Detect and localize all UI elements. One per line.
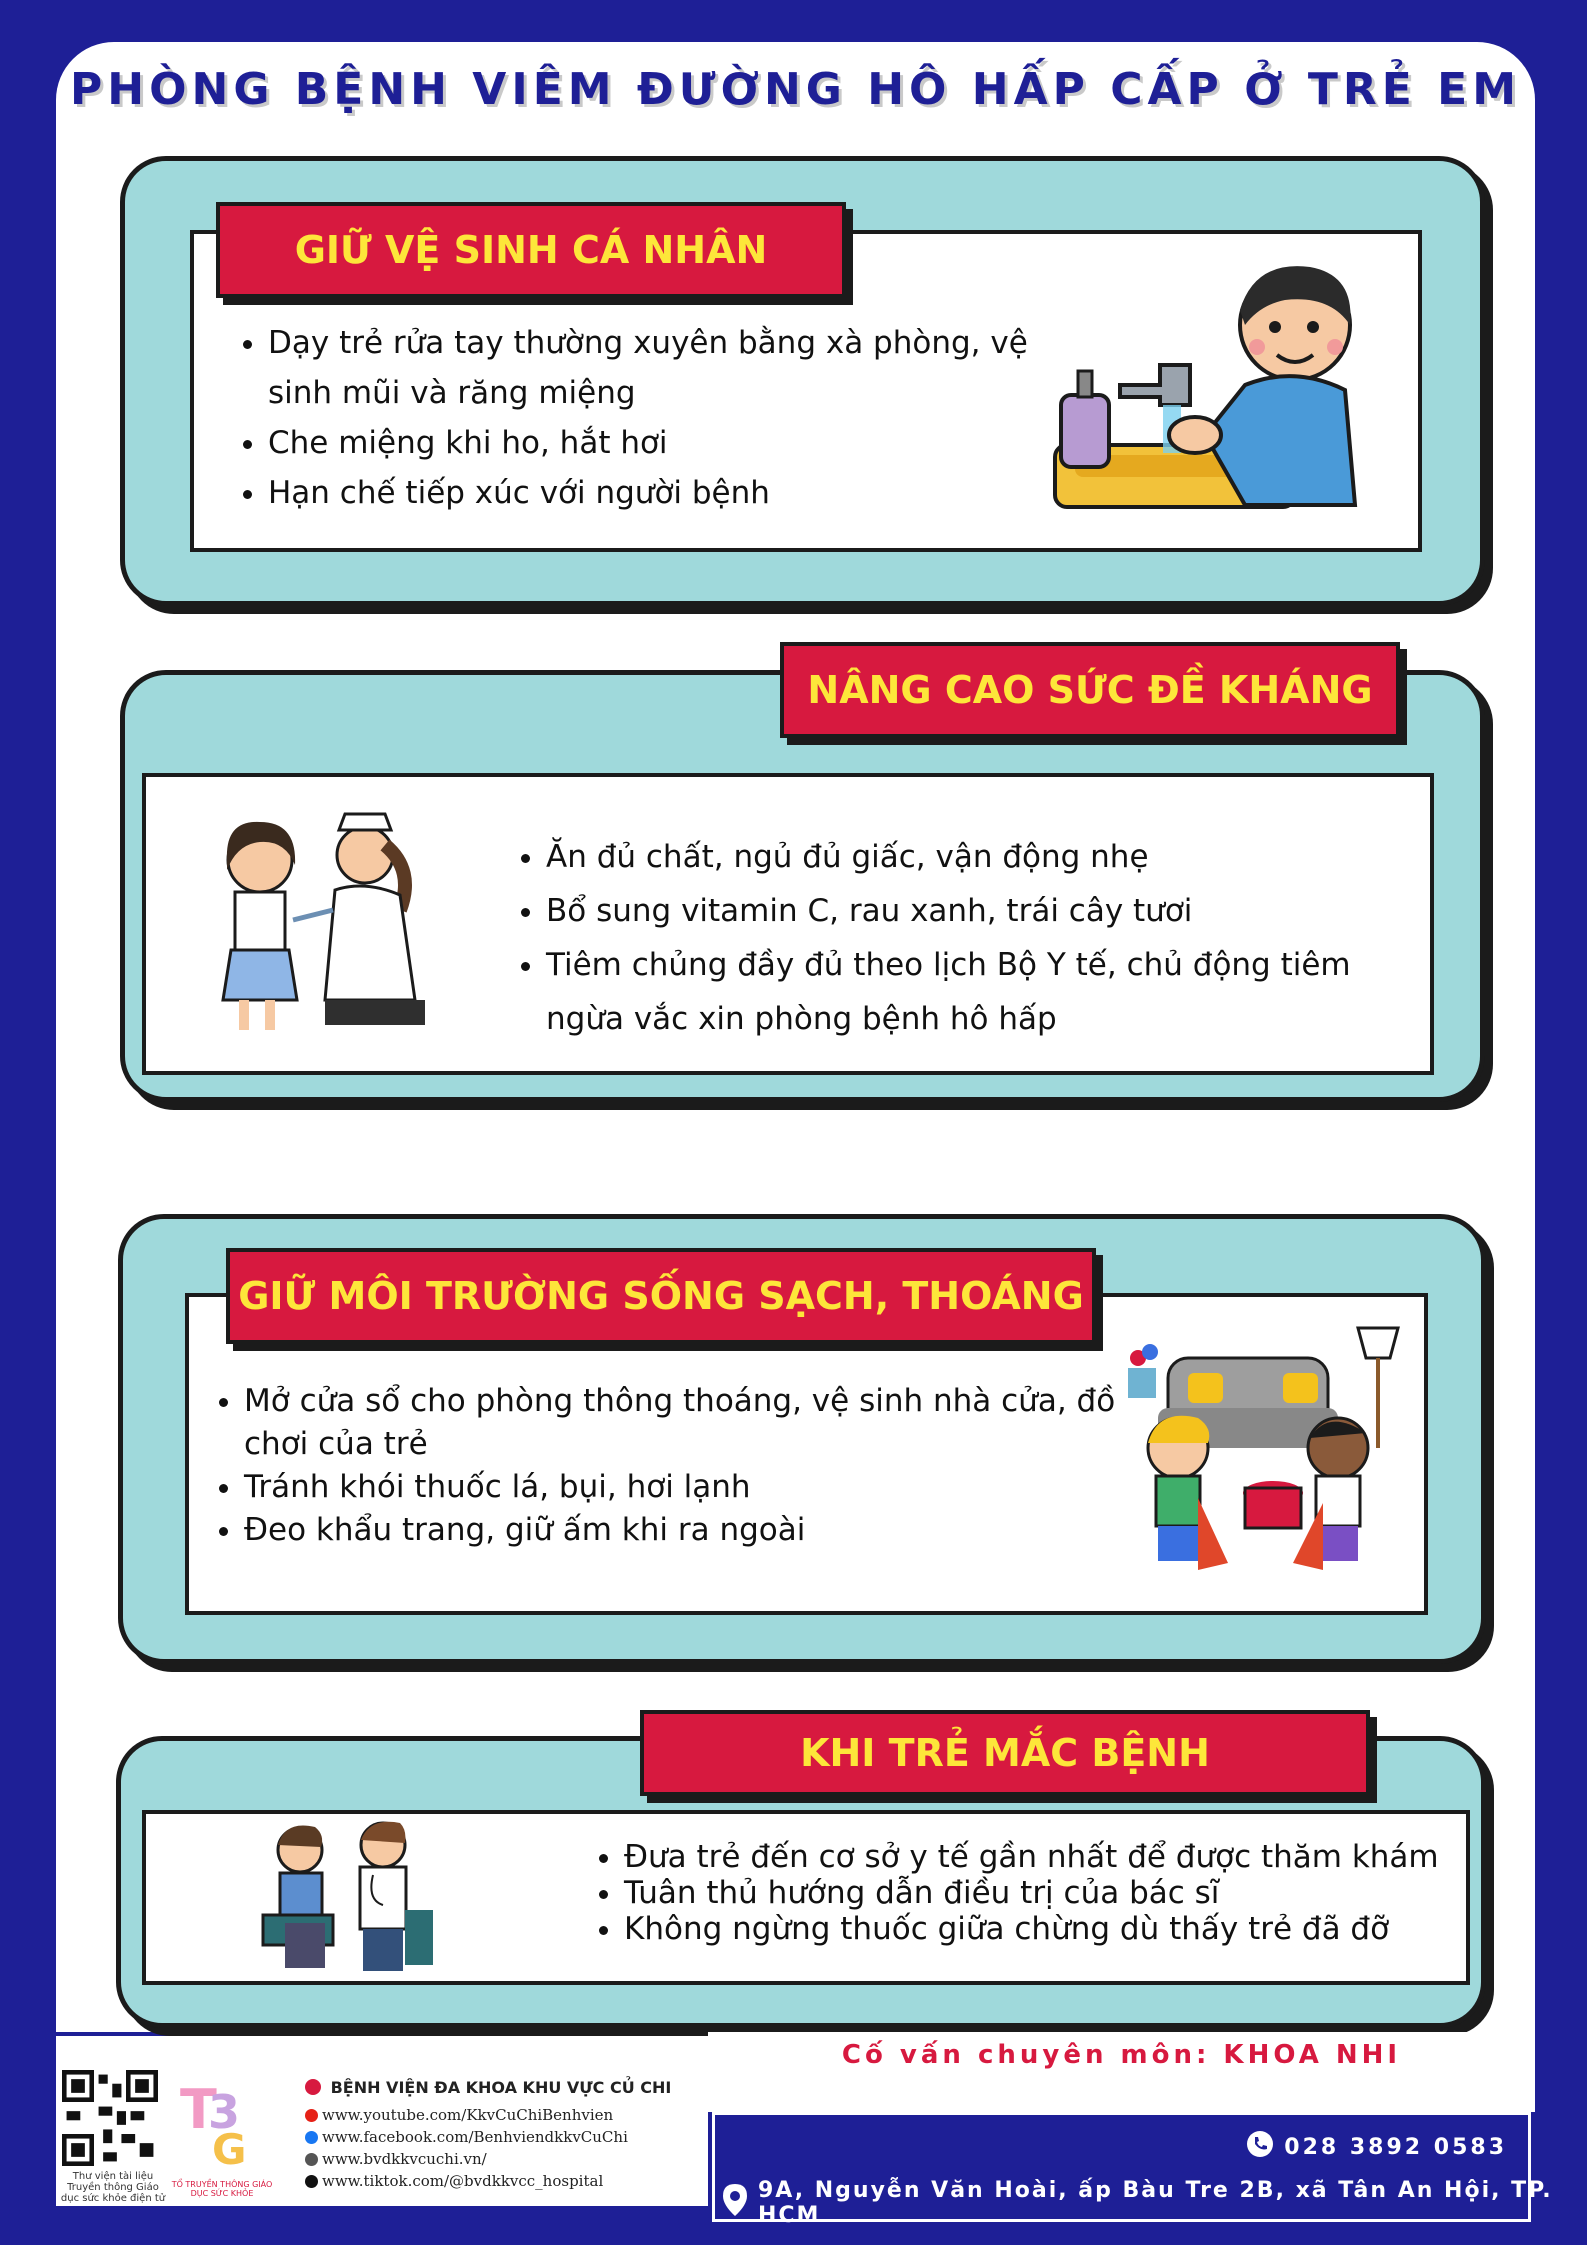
list-item: • Bổ sung vitamin C, rau xanh, trái cây tươi xyxy=(546,884,1436,938)
youtube-link[interactable]: www.youtube.com/KkvCuChiBenhvien xyxy=(305,2104,628,2126)
phone-number: 028 3892 0583 xyxy=(1284,2134,1507,2160)
list-item: • Đeo khẩu trang, giữ ấm khi ra ngoài xyxy=(244,1509,1144,1552)
svg-text:G: G xyxy=(212,2125,247,2168)
boy-washing-hands-icon xyxy=(1045,255,1365,525)
advisor-text: Cố vấn chuyên môn: KHOA NHI xyxy=(841,2040,1402,2070)
hospital-name: BỆNH VIỆN ĐA KHOA KHU VỰC CỦ CHI xyxy=(305,2078,671,2097)
t3g-logo-icon xyxy=(178,2068,264,2168)
section-list xyxy=(216,1380,1144,1552)
list-item: • Mở cửa sổ cho phòng thông thoáng, vệ sinh nhà cửa, đồ chơi của trẻ xyxy=(244,1380,1144,1466)
svg-text:T: T xyxy=(180,2078,217,2141)
doctor-consulting-patient-icon xyxy=(255,1815,435,1985)
kids-cleaning-room-icon xyxy=(1118,1318,1408,1578)
list-item: • Ăn đủ chất, ngủ đủ giấc, vận động nhẹ xyxy=(546,830,1436,884)
web-icon xyxy=(305,2153,318,2166)
hospital-logo-icon xyxy=(305,2079,321,2095)
website-link[interactable]: www.bvdkkvcuchi.vn/ xyxy=(305,2148,628,2170)
facebook-link[interactable]: www.facebook.com/BenhviendkkvCuChi xyxy=(305,2126,628,2148)
social-links xyxy=(305,2104,628,2192)
tiktok-link[interactable]: www.tiktok.com/@bvdkkvcc_hospital xyxy=(305,2170,628,2192)
logo-caption: TỔ TRUYỀN THÔNG GIÁO DỤC SỨC KHỎE xyxy=(171,2180,273,2198)
section-heading: GIỮ MÔI TRƯỜNG SỐNG SẠCH, THOÁNG xyxy=(226,1248,1096,1344)
list-item: • Dạy trẻ rửa tay thường xuyên bằng xà phòng, vệ sinh mũi và răng miệng xyxy=(268,318,1048,418)
section-list xyxy=(596,1839,1504,1947)
phone-icon xyxy=(1246,2130,1274,2164)
page-title: PHÒNG BỆNH VIÊM ĐƯỜNG HÔ HẤP CẤP Ở TRẺ EM xyxy=(70,64,1521,115)
section-list xyxy=(518,830,1436,1046)
list-item: • Đưa trẻ đến cơ sở y tế gần nhất để được thăm khám xyxy=(624,1839,1504,1875)
address-row xyxy=(722,2178,1587,2228)
list-item: • Hạn chế tiếp xúc với người bệnh xyxy=(268,468,1048,518)
list-item: • Tránh khói thuốc lá, bụi, hơi lạnh xyxy=(244,1466,1144,1509)
list-item: • Không ngừng thuốc giữa chừng dù thấy trẻ đã đỡ xyxy=(624,1911,1504,1947)
qr-caption: Thư viện tài liệu Truyền thông Giáo dục sức khỏe điện tử xyxy=(60,2171,166,2204)
section-heading: KHI TRẺ MẮC BỆNH xyxy=(640,1710,1370,1796)
svg-text:3: 3 xyxy=(208,2085,241,2139)
tiktok-icon xyxy=(305,2175,318,2188)
list-item: • Tiêm chủng đầy đủ theo lịch Bộ Y tế, chủ động tiêm ngừa vắc xin phòng bệnh hô hấp xyxy=(546,938,1436,1046)
address-text: 9A, Nguyễn Văn Hoài, ấp Bàu Tre 2B, xã Tân An Hội, TP. HCM xyxy=(758,2178,1553,2228)
section-heading: GIỮ VỆ SINH CÁ NHÂN xyxy=(216,202,846,298)
qr-code-icon[interactable] xyxy=(62,2070,158,2166)
list-item: • Che miệng khi ho, hắt hơi xyxy=(268,418,1048,468)
facebook-icon xyxy=(305,2131,318,2144)
section-list xyxy=(240,318,1048,518)
phone-row xyxy=(1246,2130,1507,2164)
location-pin-icon xyxy=(722,2183,748,2223)
youtube-icon xyxy=(305,2109,318,2122)
list-item: • Tuân thủ hướng dẫn điều trị của bác sĩ xyxy=(624,1875,1504,1911)
nurse-vaccinating-girl-icon xyxy=(215,800,445,1040)
section-heading: NÂNG CAO SỨC ĐỀ KHÁNG xyxy=(780,642,1400,738)
